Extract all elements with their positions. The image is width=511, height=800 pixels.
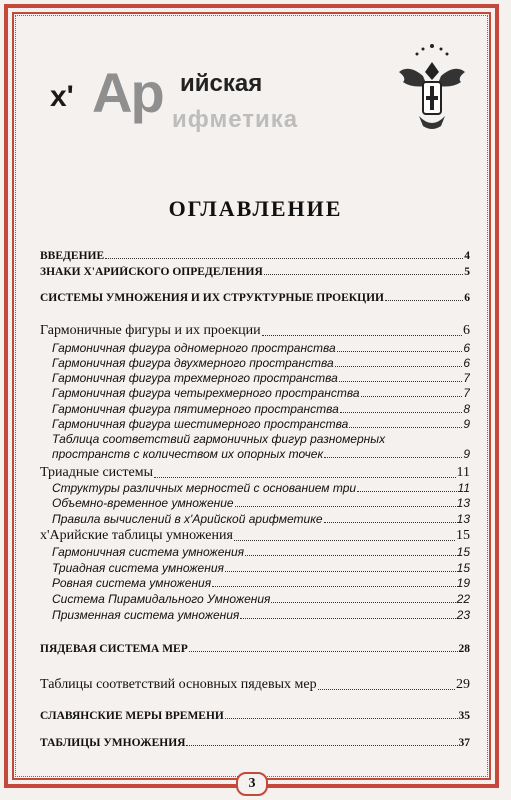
toc-entry-title: ПЯДЕВАЯ СИСТЕМА МЕР	[40, 643, 188, 655]
toc-entry-title: Гармоничная фигура шестимерного пространства	[52, 417, 349, 431]
toc-entry-title: Таблицы соответствий основных пядевых мер	[40, 677, 317, 692]
toc-entry-title: Объемно-временное умножение	[52, 496, 234, 510]
toc-entry-page: 5	[464, 266, 470, 278]
toc-entry-page: 9	[463, 417, 470, 431]
toc-leader-dots	[240, 618, 455, 619]
toc-leader-dots	[264, 274, 463, 275]
toc-leader-dots	[212, 586, 456, 587]
toc-entry-title: Гармоничные фигуры и их проекции	[40, 323, 261, 338]
toc-entry[interactable]	[52, 481, 470, 495]
toc-entry-title: ВВЕДЕНИЕ	[40, 250, 105, 262]
toc-entry-title: Триадные системы	[40, 465, 153, 480]
toc-leader-dots	[324, 457, 462, 458]
toc-entry-title: Гармоничная фигура двухмерного пространства	[52, 356, 334, 370]
toc-entry[interactable]	[40, 465, 470, 481]
toc-entry-title: Таблица соответствий гармоничных фигур разномерных	[52, 432, 386, 446]
toc-leader-dots	[234, 540, 455, 541]
toc-leader-dots	[357, 491, 456, 492]
toc-entry[interactable]	[40, 737, 470, 749]
toc-entry-title: Гармоничная фигура одномерного пространства	[52, 341, 336, 355]
toc-entry[interactable]	[40, 677, 470, 693]
toc-entry-title: Гармоничная система умножения	[52, 545, 245, 559]
toc-entry[interactable]	[52, 576, 470, 590]
toc-entry-title: Призменная система умножения	[52, 608, 240, 622]
logo-big-letters: Ар	[92, 61, 163, 124]
toc-entry-page: 4	[464, 250, 470, 262]
toc-entry[interactable]	[52, 386, 470, 400]
toc-entry[interactable]	[52, 447, 470, 461]
toc-entry[interactable]	[40, 266, 470, 278]
toc-leader-dots	[361, 396, 463, 397]
toc-entry[interactable]	[40, 710, 470, 722]
toc-entry-title: Гармоничная фигура четырехмерного пространства	[52, 386, 360, 400]
toc-leader-dots	[271, 602, 455, 603]
toc-entry[interactable]	[52, 592, 470, 606]
toc-entry-title: ТАБЛИЦЫ УМНОЖЕНИЯ	[40, 737, 186, 749]
toc-entry-page: 6	[463, 341, 470, 355]
toc-entry-page: 37	[458, 737, 470, 749]
toc-entry-title: Гармоничная фигура пятимерного пространства	[52, 402, 339, 416]
toc-entry-title: Система Пирамидального Умножения	[52, 592, 271, 606]
toc-entry-page: 13	[456, 496, 470, 510]
toc-entry-title: х'Арийские таблицы умножения	[40, 528, 233, 543]
toc-leader-dots	[337, 351, 463, 352]
toc-entry[interactable]	[40, 323, 470, 339]
toc-entry-page: 7	[463, 371, 470, 385]
toc-entry-page: 15	[456, 528, 470, 543]
toc-leader-dots	[186, 745, 457, 746]
toc-entry-page: 11	[456, 465, 470, 480]
toc-leader-dots	[335, 366, 463, 367]
toc-leader-dots	[385, 300, 463, 301]
toc-leader-dots	[245, 555, 456, 556]
toc-leader-dots	[349, 427, 462, 428]
toc-entry-title: СИСТЕМЫ УМНОЖЕНИЯ И ИХ СТРУКТУРНЫЕ ПРОЕКЦИИ	[40, 292, 384, 304]
toc-entry-title: Триадная система умножения	[52, 561, 224, 575]
toc-entry-title: пространств с количеством их опорных точек	[52, 447, 324, 461]
toc-leader-dots	[189, 651, 458, 652]
toc-entry[interactable]	[52, 417, 470, 431]
toc-entry-page: 9	[463, 447, 470, 461]
toc-entry[interactable]	[52, 561, 470, 575]
toc-entry[interactable]	[52, 402, 470, 416]
page-number-badge: 3	[236, 772, 268, 796]
toc-entry-title: Гармоничная фигура трехмерного пространства	[52, 371, 338, 385]
toc-leader-dots	[235, 506, 456, 507]
toc-entry[interactable]	[52, 371, 470, 385]
toc-entry-page: 6	[463, 323, 470, 338]
toc-entry-title: ЗНАКИ Х'АРИЙСКОГО ОПРЕДЕЛЕНИЯ	[40, 266, 263, 278]
toc-entry[interactable]	[40, 250, 470, 262]
toc-leader-dots	[262, 335, 462, 336]
toc-entry[interactable]	[52, 496, 470, 510]
logo-line-2: ифметика	[172, 106, 299, 133]
toc-entry-page: 15	[456, 561, 470, 575]
toc-entry-title: Структуры различных мерностей с основанием три	[52, 481, 357, 495]
toc-entry-page: 22	[456, 592, 470, 606]
eagle-emblem-icon	[397, 42, 467, 132]
toc-entry[interactable]	[52, 512, 470, 526]
toc-leader-dots	[339, 381, 463, 382]
toc-entry-page: 7	[463, 386, 470, 400]
page-title: ОГЛАВЛЕНИЕ	[168, 196, 343, 221]
toc-leader-dots	[225, 571, 456, 572]
toc-entry-page: 6	[463, 356, 470, 370]
toc-leader-dots	[318, 689, 455, 690]
toc-entry[interactable]	[40, 643, 470, 655]
toc-entry[interactable]	[40, 292, 470, 304]
book-title-logo	[50, 58, 350, 138]
toc-entry[interactable]	[52, 356, 470, 370]
toc-entry-title: Правила вычислений в х'Арийской арифметике	[52, 512, 323, 526]
toc-leader-dots	[225, 718, 458, 719]
toc-leader-dots	[340, 412, 463, 413]
toc-entry[interactable]	[52, 432, 470, 446]
toc-entry-page: 8	[463, 402, 470, 416]
toc-leader-dots	[105, 258, 463, 259]
toc-entry-page: 6	[464, 292, 470, 304]
logo-prefix: х'	[50, 80, 74, 113]
toc-leader-dots	[324, 522, 456, 523]
toc-entry-page: 29	[456, 677, 470, 692]
toc-entry[interactable]	[52, 341, 470, 355]
toc-entry-page: 13	[456, 512, 470, 526]
toc-entry[interactable]	[52, 545, 470, 559]
toc-entry-page: 11	[457, 481, 470, 495]
toc-entry-page: 35	[458, 710, 470, 722]
toc-entry[interactable]	[52, 608, 470, 622]
toc-entry-page: 23	[456, 608, 470, 622]
logo-line-1: ийская	[180, 70, 263, 97]
corner-page-mark: 1	[494, 8, 500, 20]
toc-entry[interactable]	[40, 528, 470, 544]
toc-entry-title: Ровная система умножения	[52, 576, 212, 590]
toc-leader-dots	[154, 477, 456, 478]
toc-entry-page: 19	[456, 576, 470, 590]
toc-entry-page: 28	[458, 643, 470, 655]
toc-entry-title: СЛАВЯНСКИЕ МЕРЫ ВРЕМЕНИ	[40, 710, 224, 722]
toc-entry-page: 15	[456, 545, 470, 559]
